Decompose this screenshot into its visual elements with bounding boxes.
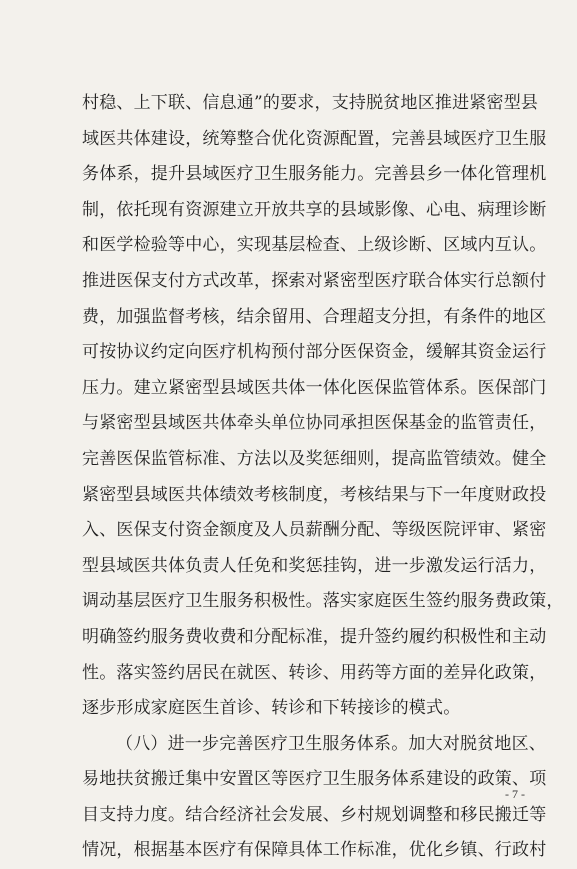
text-line: 入、医保支付资金额度及人员薪酬分配、等级医院评审、紧密 bbox=[82, 520, 547, 541]
text-line: 紧密型县域医共体绩效考核制度，考核结果与下一年度财政投 bbox=[82, 484, 547, 505]
text-line: 压力。建立紧密型县域医共体一体化医保监管体系。医保部门 bbox=[82, 377, 547, 398]
text-line: 性。落实签约居民在就医、转诊、用药等方面的差异化政策， bbox=[82, 662, 547, 683]
body-text bbox=[82, 86, 564, 869]
text-line: 村稳、上下联、信息通”的要求，支持脱贫地区推进紧密型县 bbox=[82, 93, 539, 113]
text-line: 目支持力度。结合经济社会发展、乡村规划调整和移民搬迁等 bbox=[82, 804, 547, 825]
text-line: 型县域医共体负责人任免和奖惩挂钩，进一步激发运行活力， bbox=[82, 555, 547, 576]
page-number: - 7 - bbox=[505, 787, 525, 801]
text-line: 明确签约服务费收费和分配标准，提升签约履约积极性和主动 bbox=[82, 626, 547, 647]
text-line: 完善医保监管标准、方法以及奖惩细则，提高监管绩效。健全 bbox=[82, 448, 547, 469]
text-line: 可按协议约定向医疗机构预付部分医保资金，缓解其资金运行 bbox=[82, 342, 547, 363]
text-line: 易地扶贫搬迁集中安置区等医疗卫生服务体系建设的政策、项 bbox=[82, 769, 547, 790]
text-line: 费，加强监督考核，结余留用、合理超支分担，有条件的地区 bbox=[82, 306, 547, 327]
text-line: 和医学检验等中心，实现基层检查、上级诊断、区域内互认。 bbox=[82, 235, 547, 256]
text-line: 域医共体建设，统筹整合优化资源配置，完善县域医疗卫生服 bbox=[82, 128, 547, 149]
text-line: 逐步形成家庭医生首诊、转诊和下转接诊的模式。 bbox=[82, 698, 461, 719]
text-line: 务体系，提升县域医疗卫生服务能力。完善县乡一体化管理机 bbox=[82, 164, 547, 185]
text-line: 情况，根据基本医疗有保障具体工作标准，优化乡镇、行政村 bbox=[82, 840, 547, 861]
section-heading-line: （八）进一步完善医疗卫生服务体系。加大对脱贫地区、 bbox=[116, 733, 546, 754]
text-line: 推进医保支付方式改革，探索对紧密型医疗联合体实行总额付 bbox=[82, 270, 547, 291]
text-line: 制，依托现有资源建立开放共享的县域影像、心电、病理诊断 bbox=[82, 199, 547, 220]
text-line: 与紧密型县域医共体牵头单位协同承担医保基金的监管责任， bbox=[82, 413, 547, 434]
text-line: 调动基层医疗卫生服务积极性。落实家庭医生签约服务费政策， bbox=[82, 591, 564, 612]
